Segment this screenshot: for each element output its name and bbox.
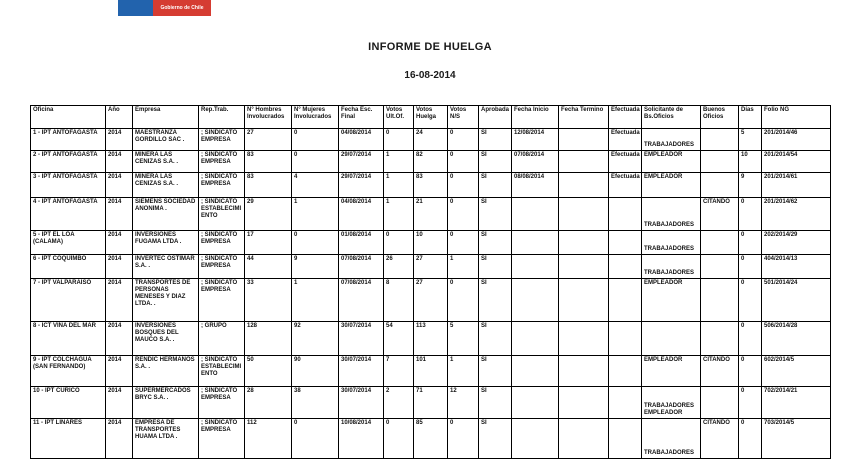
table-cell: EMPRESA DE TRANSPORTES HUAMA LTDA . [133,419,199,459]
column-header: Días [739,106,762,129]
table-cell: 2014 [106,231,133,255]
table-cell: 30/07/2014 [339,356,384,387]
table-cell: 4 - IPT ANTOFAGASTA [31,198,106,231]
table-cell: 50 [245,356,292,387]
logo-label: Gobierno de Chile [160,5,204,11]
table-cell [512,198,559,231]
table-cell [701,231,739,255]
table-cell: SI [479,255,512,279]
table-cell: 9 [292,255,339,279]
table-cell: 1 [292,198,339,231]
table-cell: CITANDO [701,419,739,459]
table-cell: SI [479,387,512,419]
table-cell: Efectuada [609,129,642,151]
table-cell: 2014 [106,129,133,151]
chile-flag-red-band [153,0,211,16]
table-cell: 29 [245,198,292,231]
table-cell: ; SINDICATO EMPRESA [199,173,245,198]
table-cell: 24 [414,129,448,151]
table-cell: 0 [739,322,762,356]
column-header: Fecha Inicio [512,106,559,129]
table-cell: 92 [292,322,339,356]
table-cell [559,231,609,255]
table-cell: 9 - IPT COLCHAGUA (SAN FERNANDO) [31,356,106,387]
column-header: Fecha Esc. Final [339,106,384,129]
table-cell: 4 [292,173,339,198]
table-cell: 54 [384,322,414,356]
table-cell [609,387,642,419]
column-header: Empresa [133,106,199,129]
table-cell [559,151,609,173]
table-cell: 8 - ICT VIÑA DEL MAR [31,322,106,356]
table-cell: 2014 [106,387,133,419]
huelga-table [30,105,831,459]
table-cell [701,279,739,322]
table-cell: RENDIC HERMANOS S.A. . [133,356,199,387]
table-cell: 5 [448,322,479,356]
table-cell [559,356,609,387]
table-cell: 0 [448,419,479,459]
table-cell: 201/2014/46 [762,129,831,151]
table-cell: 3 - IPT ANTOFAGASTA [31,173,106,198]
table-cell: 07/08/2014 [339,279,384,322]
table-cell: 8 [384,279,414,322]
table-cell: 1 [384,151,414,173]
table-cell: 0 [739,279,762,322]
table-cell: 501/2014/24 [762,279,831,322]
table-cell: 2014 [106,198,133,231]
table-cell: 27 [414,255,448,279]
table-cell: 0 [739,387,762,419]
table-cell: ; SINDICATO EMPRESA [199,151,245,173]
table-cell [512,322,559,356]
table-body [31,129,831,459]
gobierno-de-chile-logo [118,0,211,16]
column-header: Año [106,106,133,129]
table-cell: 7 [384,356,414,387]
table-cell: 10 [739,151,762,173]
table-cell: INVERTEC OSTIMAR S.A. . [133,255,199,279]
table-cell: 12/08/2014 [512,129,559,151]
table-cell: MINERA LAS CENIZAS S.A. . [133,173,199,198]
table-cell: SI [479,231,512,255]
table-cell: 0 [739,231,762,255]
report-date: 16-08-2014 [404,70,456,81]
table-cell: 2014 [106,356,133,387]
table-cell: 0 [448,129,479,151]
table-cell: SUPERMERCADOS BRYC S.A. . [133,387,199,419]
table-cell: 83 [245,173,292,198]
table-cell: 201/2014/61 [762,173,831,198]
table-cell: 29/07/2014 [339,151,384,173]
table-cell: 08/08/2014 [512,173,559,198]
table-cell: 702/2014/21 [762,387,831,419]
column-header: Buenos Oficios [701,106,739,129]
table-cell: INVERSIONES FUGAMA LTDA . [133,231,199,255]
table-cell [642,322,701,356]
table-cell: ; SINDICATO EMPRESA [199,231,245,255]
table-cell: TRABAJADORES [642,231,701,255]
table-cell: 0 [292,129,339,151]
table-cell: 10 - IPT CURICO [31,387,106,419]
table-cell: 12 [448,387,479,419]
table-cell: 1 [448,356,479,387]
table-cell [559,255,609,279]
table-cell: 04/08/2014 [339,129,384,151]
table-cell: ; SINDICATO EMPRESA [199,387,245,419]
table-cell: SI [479,129,512,151]
table-row [31,151,831,173]
table-cell: INVERSIONES BOSQUES DEL MAUCO S.A. . [133,322,199,356]
table-cell [609,231,642,255]
table-cell [609,279,642,322]
table-cell: 33 [245,279,292,322]
table-cell: SI [479,151,512,173]
table-cell: 404/2014/13 [762,255,831,279]
table-cell: TRABAJADORES [642,419,701,459]
table-cell: 10 [414,231,448,255]
table-cell: ; SINDICATO EMPRESA [199,129,245,151]
table-cell: 128 [245,322,292,356]
table-cell [559,129,609,151]
table-row [31,231,831,255]
table-cell: ; SINDICATO ESTABLECIMIENTO [199,356,245,387]
table-cell [512,255,559,279]
table-cell: MINERA LAS CENIZAS S.A. . [133,151,199,173]
table-cell: 1 [384,173,414,198]
chile-flag-blue-icon [118,0,153,16]
table-cell: 83 [245,151,292,173]
table-cell: 0 [292,231,339,255]
table-cell: SI [479,198,512,231]
table-cell: 71 [414,387,448,419]
table-cell: 2014 [106,279,133,322]
table-cell: ; SINDICATO EMPRESA [199,279,245,322]
table-cell [559,322,609,356]
table-cell: MAESTRANZA GORDILLO SAC . [133,129,199,151]
table-cell: 5 [739,129,762,151]
table-cell: 2014 [106,322,133,356]
table-cell [512,419,559,459]
table-cell: 07/08/2014 [339,255,384,279]
column-header: Folio NG [762,106,831,129]
table-cell: 1 [292,279,339,322]
table-cell: 2 [384,387,414,419]
table-row [31,322,831,356]
table-cell: 112 [245,419,292,459]
table-cell [609,356,642,387]
table-cell: 82 [414,151,448,173]
column-header: Solicitante de Bs.Oficios [642,106,701,129]
table-cell: 0 [448,279,479,322]
table-cell: TRABAJADORES [642,129,701,151]
table-cell: 1 [448,255,479,279]
column-header: Rep.Trab. [199,106,245,129]
table-cell: 602/2014/5 [762,356,831,387]
table-cell: ; SINDICATO ESTABLECIMIENTO [199,198,245,231]
table-cell: 0 [739,419,762,459]
table-cell [512,231,559,255]
table-cell: EMPLEADOR [642,151,701,173]
column-header: Votos Ult.Of. [384,106,414,129]
table-cell: 1 - IPT ANTOFAGASTA [31,129,106,151]
table-cell: TRABAJADORES [642,198,701,231]
table-cell: 0 [292,151,339,173]
column-header: N° Mujeres Involucrados [292,106,339,129]
table-cell [701,173,739,198]
table-cell: 29/07/2014 [339,173,384,198]
table-cell: 83 [414,173,448,198]
table-cell: 2014 [106,255,133,279]
table-cell: 90 [292,356,339,387]
table-cell [512,279,559,322]
table-cell: 101 [414,356,448,387]
table-cell: 2 - IPT ANTOFAGASTA [31,151,106,173]
table-cell: 85 [414,419,448,459]
table-cell [609,322,642,356]
table-cell: ; SINDICATO EMPRESA [199,419,245,459]
column-header: N° Hombres Involucrados [245,106,292,129]
table-row [31,356,831,387]
table-cell: Efectuada [609,151,642,173]
table-row [31,279,831,322]
table-cell: 2014 [106,151,133,173]
table-cell: 0 [448,151,479,173]
table-cell [609,255,642,279]
table-cell: 9 [739,173,762,198]
table-header [31,106,831,129]
table-cell: 201/2014/54 [762,151,831,173]
table-row [31,129,831,151]
table-cell: 21 [414,198,448,231]
table-row [31,173,831,198]
table-cell: 10/08/2014 [339,419,384,459]
table-cell: 0 [448,173,479,198]
table-cell: 7 - IPT VALPARAISO [31,279,106,322]
table-cell: 30/07/2014 [339,387,384,419]
table-cell: 201/2014/62 [762,198,831,231]
table-cell: 27 [414,279,448,322]
table-cell: 38 [292,387,339,419]
table-cell: 07/08/2014 [512,151,559,173]
column-header: Efectuada [609,106,642,129]
table-row [31,419,831,459]
column-header: Votos N/S [448,106,479,129]
table-cell: SI [479,173,512,198]
table-cell: 2014 [106,419,133,459]
table-cell [701,151,739,173]
column-header: Fecha Termino [559,106,609,129]
table-cell: ; SINDICATO EMPRESA [199,255,245,279]
table-cell [609,198,642,231]
table-cell: SIEMENS SOCIEDAD ANONIMA . [133,198,199,231]
table-cell: 0 [739,198,762,231]
table-cell: 0 [448,231,479,255]
table-cell: SI [479,322,512,356]
table-cell: 6 - IPT COQUIMBO [31,255,106,279]
table-cell: TRABAJADORES EMPLEADOR [642,387,701,419]
table-cell: 28 [245,387,292,419]
table-cell: 0 [448,198,479,231]
table-cell: 1 [384,198,414,231]
table-cell [559,387,609,419]
table-cell [701,255,739,279]
table-cell: SI [479,279,512,322]
table-cell: EMPLEADOR [642,356,701,387]
column-header: Aprobada [479,106,512,129]
table-cell [512,356,559,387]
table-cell [559,173,609,198]
table-row [31,255,831,279]
table-cell: 0 [384,419,414,459]
table-cell: 44 [245,255,292,279]
table-cell: TRABAJADORES [642,255,701,279]
table-cell [512,387,559,419]
table-cell: 11 - IPT LINARES [31,419,106,459]
table-cell: 04/08/2014 [339,198,384,231]
table-cell: EMPLEADOR [642,279,701,322]
table-cell [559,419,609,459]
table-cell: ; GRUPO [199,322,245,356]
table-cell: CITANDO [701,198,739,231]
table-cell: 0 [292,419,339,459]
table-cell [701,322,739,356]
column-header: Votos Huelga [414,106,448,129]
table-cell: SI [479,356,512,387]
table-cell: 0 [739,356,762,387]
table-cell: SI [479,419,512,459]
table-cell: 0 [384,129,414,151]
table-cell: 30/07/2014 [339,322,384,356]
table-cell: TRANSPORTES DE PERSONAS MENESES Y DIAZ LTDA. . [133,279,199,322]
report-table-container [30,105,830,459]
table-cell: 26 [384,255,414,279]
table-cell: 5 - IPT EL LOA (CALAMA) [31,231,106,255]
table-cell: 2014 [106,173,133,198]
table-cell: 27 [245,129,292,151]
table-cell [701,129,739,151]
table-cell: Efectuada [609,173,642,198]
table-cell: 506/2014/28 [762,322,831,356]
table-cell: CITANDO [701,356,739,387]
table-cell: 01/08/2014 [339,231,384,255]
column-header: Oficina [31,106,106,129]
table-cell: EMPLEADOR [642,173,701,198]
table-cell: 17 [245,231,292,255]
table-cell: 0 [739,255,762,279]
table-cell: 703/2014/5 [762,419,831,459]
table-cell [559,279,609,322]
page-title: INFORME DE HUELGA [368,41,492,53]
table-cell: 0 [384,231,414,255]
table-cell: 202/2014/29 [762,231,831,255]
table-cell [559,198,609,231]
table-row [31,198,831,231]
table-cell: 113 [414,322,448,356]
table-row [31,387,831,419]
table-cell [609,419,642,459]
table-cell [701,387,739,419]
